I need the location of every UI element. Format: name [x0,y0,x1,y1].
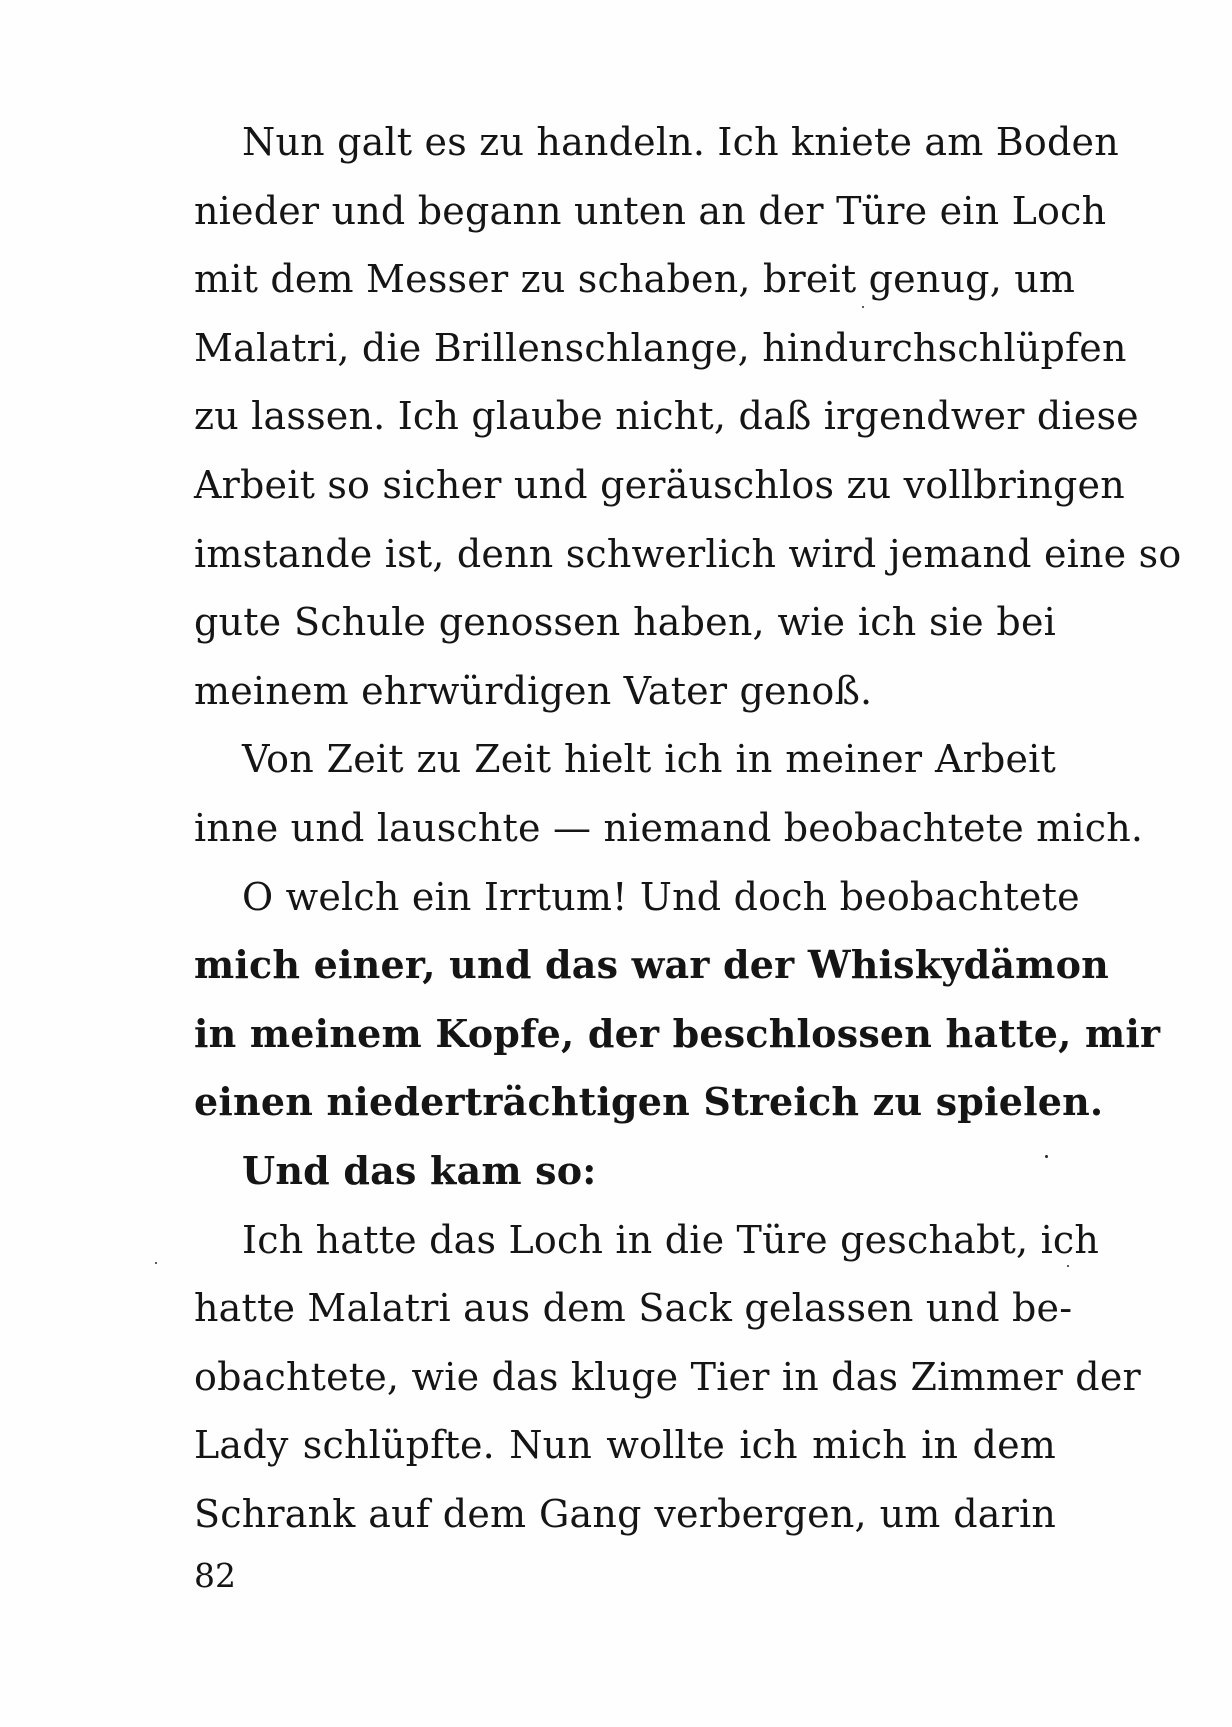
scan-speck [862,306,864,308]
scan-speck [1045,1155,1048,1158]
scan-speck [1067,1265,1069,1267]
text-line: nieder und begann unten an der Türe ein Loch [194,188,1107,233]
text-line: meinem ehrwürdigen Vater genoß. [194,668,873,713]
text-line: zu lassen. Ich glaube nicht, daß irgendwer diese [194,394,1139,439]
scan-speck [155,1262,157,1264]
text-line: Nun galt es zu handeln. Ich kniete am Boden [242,120,1119,164]
text-line: Und das kam so: [242,1147,597,1193]
text-line: Schrank auf dem Gang verbergen, um darin [194,1491,1056,1536]
text-line: Lady schlüpfte. Nun wollte ich mich in dem [194,1423,1056,1468]
text-line: obachtete, wie das kluge Tier in das Zimmer der [194,1354,1141,1399]
text-line: in meinem Kopfe, der beschlossen hatte, mir [194,1010,1161,1056]
paragraph-3 [194,863,1161,1137]
text-line: gute Schule genossen haben, wie ich sie bei [194,600,1056,645]
text-line: Von Zeit zu Zeit hielt ich in meiner Arbeit [242,737,1056,782]
text-line: einen niederträchtigen Streich zu spielen. [194,1079,1104,1125]
text-line: Arbeit so sicher und geräuschlos zu vollbringen [194,462,1125,507]
body-text [194,108,1182,1548]
text-line: Malatri, die Brillenschlange, hindurchschlüpfen [194,325,1127,370]
paragraph-5 [194,1206,1141,1549]
paragraph-4 [194,1137,1056,1206]
text-line: mich einer, und das war der Whiskydämon [194,942,1109,988]
text-line: imstande ist, denn schwerlich wird jemand eine so [194,531,1182,576]
text-line: hatte Malatri aus dem Sack gelassen und be- [194,1286,1073,1331]
paragraph-2 [194,725,1144,862]
page-number: 82 [194,1556,236,1595]
paragraph-1 [194,108,1182,725]
text-line: Ich hatte das Loch in die Türe geschabt, ich [242,1217,1100,1262]
text-line: inne und lauschte — niemand beobachtete mich. [194,805,1144,850]
text-line: mit dem Messer zu schaben, breit genug, um [194,257,1076,302]
text-line: O welch ein Irrtum! Und doch beobachtete [242,874,1080,919]
